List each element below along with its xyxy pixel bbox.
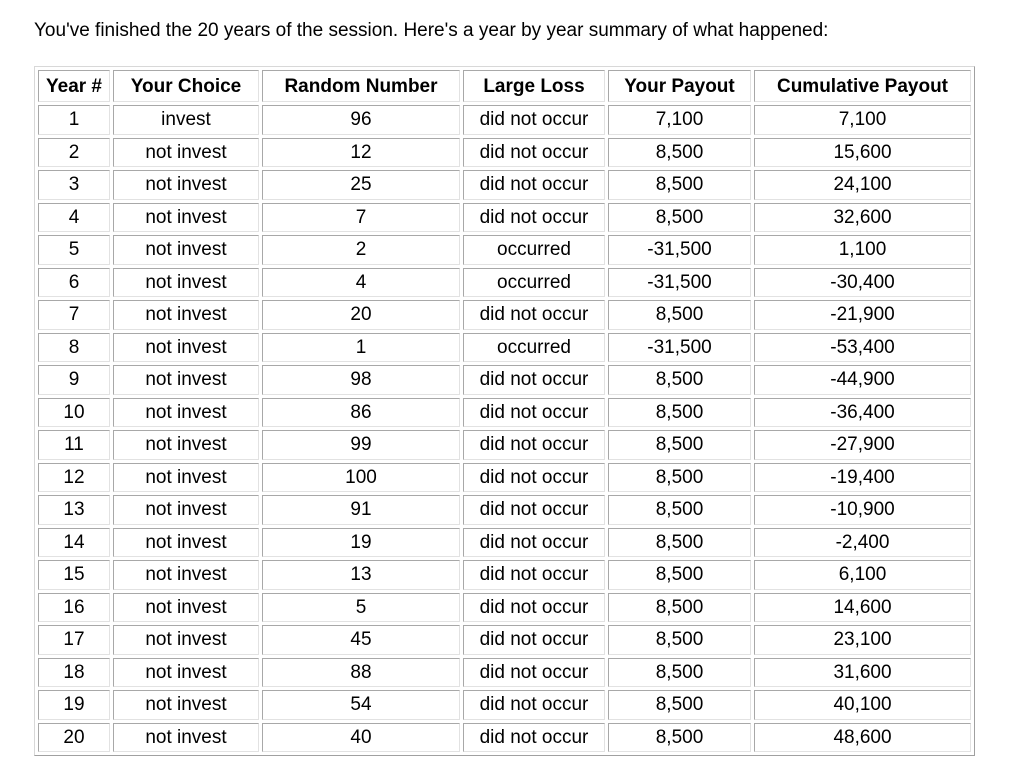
cell-your-choice: not invest: [113, 138, 259, 168]
cell-your-payout: 8,500: [608, 560, 751, 590]
cell-large-loss: did not occur: [463, 463, 605, 493]
cell-your-payout: 8,500: [608, 658, 751, 688]
cell-your-payout: -31,500: [608, 235, 751, 265]
cell-your-payout: 8,500: [608, 463, 751, 493]
cell-year: 16: [38, 593, 110, 623]
header-your-choice: Your Choice: [113, 70, 259, 102]
cell-cumulative-payout: 48,600: [754, 723, 971, 753]
cell-your-choice: not invest: [113, 625, 259, 655]
cell-large-loss: did not occur: [463, 430, 605, 460]
cell-large-loss: did not occur: [463, 625, 605, 655]
table-row: [38, 560, 971, 590]
cell-cumulative-payout: 32,600: [754, 203, 971, 233]
cell-year: 2: [38, 138, 110, 168]
cell-year: 15: [38, 560, 110, 590]
cell-your-payout: 8,500: [608, 138, 751, 168]
cell-year: 5: [38, 235, 110, 265]
table-row: [38, 528, 971, 558]
cell-year: 18: [38, 658, 110, 688]
cell-random-number: 40: [262, 723, 460, 753]
cell-your-choice: not invest: [113, 365, 259, 395]
cell-cumulative-payout: 6,100: [754, 560, 971, 590]
cell-your-choice: not invest: [113, 430, 259, 460]
cell-your-payout: -31,500: [608, 268, 751, 298]
cell-random-number: 86: [262, 398, 460, 428]
cell-year: 9: [38, 365, 110, 395]
cell-your-payout: 8,500: [608, 430, 751, 460]
cell-large-loss: did not occur: [463, 495, 605, 525]
cell-cumulative-payout: 24,100: [754, 170, 971, 200]
cell-random-number: 1: [262, 333, 460, 363]
cell-year: 6: [38, 268, 110, 298]
cell-cumulative-payout: -36,400: [754, 398, 971, 428]
cell-year: 4: [38, 203, 110, 233]
cell-random-number: 99: [262, 430, 460, 460]
table-row: [38, 430, 971, 460]
table-row: [38, 268, 971, 298]
cell-year: 3: [38, 170, 110, 200]
cell-your-payout: 8,500: [608, 593, 751, 623]
cell-cumulative-payout: 23,100: [754, 625, 971, 655]
cell-random-number: 54: [262, 690, 460, 720]
table-row: [38, 170, 971, 200]
cell-large-loss: did not occur: [463, 138, 605, 168]
table-row: [38, 463, 971, 493]
summary-intro-text: You've finished the 20 years of the session. Here's a year by year summary of what happened:: [34, 20, 829, 41]
cell-cumulative-payout: -19,400: [754, 463, 971, 493]
cell-year: 10: [38, 398, 110, 428]
table-row: [38, 235, 971, 265]
cell-year: 7: [38, 300, 110, 330]
cell-large-loss: did not occur: [463, 723, 605, 753]
table-row: [38, 138, 971, 168]
header-cumulative-payout: Cumulative Payout: [754, 70, 971, 102]
cell-your-payout: 8,500: [608, 170, 751, 200]
cell-year: 19: [38, 690, 110, 720]
table-row: [38, 625, 971, 655]
cell-random-number: 13: [262, 560, 460, 590]
cell-year: 11: [38, 430, 110, 460]
cell-your-payout: 8,500: [608, 495, 751, 525]
cell-large-loss: did not occur: [463, 105, 605, 135]
cell-large-loss: occurred: [463, 235, 605, 265]
cell-random-number: 45: [262, 625, 460, 655]
cell-cumulative-payout: -2,400: [754, 528, 971, 558]
cell-your-payout: 8,500: [608, 203, 751, 233]
cell-your-payout: -31,500: [608, 333, 751, 363]
cell-your-choice: not invest: [113, 203, 259, 233]
table-header-row: [38, 70, 971, 102]
cell-cumulative-payout: 7,100: [754, 105, 971, 135]
cell-random-number: 100: [262, 463, 460, 493]
header-large-loss: Large Loss: [463, 70, 605, 102]
table-row: [38, 105, 971, 135]
cell-large-loss: occurred: [463, 333, 605, 363]
cell-your-payout: 8,500: [608, 690, 751, 720]
cell-year: 13: [38, 495, 110, 525]
cell-your-choice: not invest: [113, 235, 259, 265]
cell-large-loss: did not occur: [463, 528, 605, 558]
header-random-number: Random Number: [262, 70, 460, 102]
cell-cumulative-payout: -44,900: [754, 365, 971, 395]
cell-large-loss: did not occur: [463, 560, 605, 590]
cell-your-payout: 8,500: [608, 528, 751, 558]
cell-cumulative-payout: -21,900: [754, 300, 971, 330]
cell-cumulative-payout: 1,100: [754, 235, 971, 265]
table-row: [38, 300, 971, 330]
cell-large-loss: did not occur: [463, 690, 605, 720]
cell-random-number: 91: [262, 495, 460, 525]
cell-year: 20: [38, 723, 110, 753]
cell-your-payout: 8,500: [608, 398, 751, 428]
cell-cumulative-payout: -30,400: [754, 268, 971, 298]
cell-random-number: 25: [262, 170, 460, 200]
cell-year: 17: [38, 625, 110, 655]
cell-random-number: 98: [262, 365, 460, 395]
cell-your-payout: 8,500: [608, 300, 751, 330]
cell-large-loss: did not occur: [463, 203, 605, 233]
cell-your-choice: not invest: [113, 300, 259, 330]
cell-random-number: 4: [262, 268, 460, 298]
cell-cumulative-payout: 40,100: [754, 690, 971, 720]
cell-cumulative-payout: 14,600: [754, 593, 971, 623]
cell-your-choice: not invest: [113, 723, 259, 753]
cell-cumulative-payout: 15,600: [754, 138, 971, 168]
cell-year: 1: [38, 105, 110, 135]
cell-random-number: 88: [262, 658, 460, 688]
cell-large-loss: occurred: [463, 268, 605, 298]
cell-random-number: 19: [262, 528, 460, 558]
cell-your-choice: not invest: [113, 398, 259, 428]
cell-your-payout: 8,500: [608, 723, 751, 753]
header-your-payout: Your Payout: [608, 70, 751, 102]
cell-random-number: 5: [262, 593, 460, 623]
cell-random-number: 2: [262, 235, 460, 265]
table-row: [38, 690, 971, 720]
cell-large-loss: did not occur: [463, 593, 605, 623]
cell-random-number: 96: [262, 105, 460, 135]
cell-your-choice: not invest: [113, 690, 259, 720]
cell-your-choice: not invest: [113, 268, 259, 298]
cell-cumulative-payout: -27,900: [754, 430, 971, 460]
cell-large-loss: did not occur: [463, 170, 605, 200]
cell-large-loss: did not occur: [463, 398, 605, 428]
cell-random-number: 20: [262, 300, 460, 330]
cell-cumulative-payout: -53,400: [754, 333, 971, 363]
cell-year: 12: [38, 463, 110, 493]
cell-cumulative-payout: 31,600: [754, 658, 971, 688]
table-row: [38, 203, 971, 233]
cell-your-choice: not invest: [113, 560, 259, 590]
table-row: [38, 365, 971, 395]
cell-year: 8: [38, 333, 110, 363]
cell-your-choice: not invest: [113, 463, 259, 493]
table-row: [38, 723, 971, 753]
table-row: [38, 333, 971, 363]
cell-your-payout: 7,100: [608, 105, 751, 135]
cell-your-choice: not invest: [113, 593, 259, 623]
cell-your-payout: 8,500: [608, 365, 751, 395]
table-row: [38, 593, 971, 623]
cell-random-number: 12: [262, 138, 460, 168]
cell-your-choice: not invest: [113, 170, 259, 200]
cell-your-choice: invest: [113, 105, 259, 135]
cell-large-loss: did not occur: [463, 365, 605, 395]
cell-cumulative-payout: -10,900: [754, 495, 971, 525]
table-row: [38, 495, 971, 525]
cell-random-number: 7: [262, 203, 460, 233]
cell-your-choice: not invest: [113, 333, 259, 363]
header-year: Year #: [38, 70, 110, 102]
cell-your-choice: not invest: [113, 658, 259, 688]
cell-large-loss: did not occur: [463, 658, 605, 688]
table-body: [38, 105, 971, 752]
table-row: [38, 398, 971, 428]
cell-your-choice: not invest: [113, 495, 259, 525]
table-row: [38, 658, 971, 688]
cell-year: 14: [38, 528, 110, 558]
cell-your-payout: 8,500: [608, 625, 751, 655]
year-summary-table: [34, 66, 975, 756]
cell-your-choice: not invest: [113, 528, 259, 558]
cell-large-loss: did not occur: [463, 300, 605, 330]
